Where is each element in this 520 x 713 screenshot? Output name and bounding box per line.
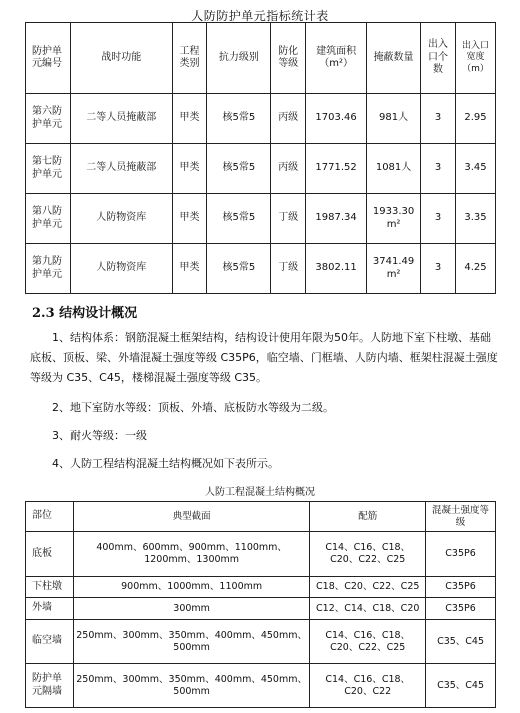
table-row [26,194,496,244]
table-cell: 丁级 [271,244,306,294]
table-cell: 3 [421,94,456,144]
table-cell: 核5常5 [207,94,271,144]
header-cell: 建筑面积（m²） [306,23,367,94]
paragraph-fire-rating: 3、耐火等级：一级 [52,429,147,442]
table-cell: 1703.46 [306,94,367,144]
table-cell: 400mm、600mm、900mm、1100mm、1200mm、1300mm [73,532,309,577]
table-cell: 核5常5 [207,194,271,244]
table-cell: 3.35 [455,194,495,244]
table-cell: 核5常5 [207,144,271,194]
table-cell: 3802.11 [306,244,367,294]
table-cell: 3 [421,194,456,244]
section-heading: 2.3 结构设计概况 [32,306,138,321]
table-cell: C35P6 [426,577,496,598]
paragraph-table-intro: 4、人防工程结构混凝土结构概况如下表所示。 [52,457,279,470]
table-cell: 981人 [367,94,421,144]
paragraph-waterproof: 2、地下室防水等级：顶板、外墙、底板防水等级为二级。 [52,401,334,414]
table-cell: C35P6 [426,532,496,577]
header-cell: 掩蔽数量 [367,23,421,94]
table-cell: 下柱墩 [26,577,74,598]
table-cell: 甲类 [172,194,207,244]
header-cell: 战时功能 [70,23,172,94]
paragraph-structure-system: 1、结构体系：钢筋混凝土框架结构，结构设计使用年限为50年。人防地下室下柱墩、基础底板、顶板、梁、外墙混凝土强度等级 C35P6，临空墙、门框墙、人防内墙、框架柱混凝土强度等级为 C35、C45，楼梯混凝土强度等级 C35。 [30,331,498,384]
table-cell: 丙级 [271,144,306,194]
table1-title: 人防防护单元指标统计表 [191,9,329,23]
table-cell: 二等人员掩蔽部 [70,94,172,144]
table-row [26,598,496,620]
header-cell: 典型截面 [73,502,309,532]
table-cell: 第七防护单元 [26,144,71,194]
table-row [26,664,496,708]
table-cell: 第六防护单元 [26,94,71,144]
table-cell: 二等人员掩蔽部 [70,144,172,194]
header-cell: 工程类别 [172,23,207,94]
table-row [26,532,496,577]
table-cell: 1933.30 m² [367,194,421,244]
table-cell: 250mm、300mm、350mm、400mm、450mm、500mm [73,620,309,664]
table-cell: 250mm、300mm、350mm、400mm、450mm、500mm [73,664,309,708]
table-cell: C18、C20、C22、C25 [310,577,426,598]
table-cell: C35、C45 [426,664,496,708]
table-cell: 3741.49 m² [367,244,421,294]
table-cell: 甲类 [172,94,207,144]
table-row [26,620,496,664]
table-row [26,144,496,194]
table-cell: 2.95 [455,94,495,144]
table-cell: 外墙 [26,598,74,620]
table2-title: 人防工程混凝土结构概况 [205,487,315,498]
table-cell: 1081人 [367,144,421,194]
table-cell: 底板 [26,532,74,577]
header-cell: 部位 [26,502,74,532]
table-cell: 1987.34 [306,194,367,244]
table-cell: 3 [421,244,456,294]
table-cell: 核5常5 [207,244,271,294]
protection-unit-table [25,22,496,294]
header-cell: 配筋 [310,502,426,532]
concrete-structure-table [25,501,496,708]
table-cell: 4.25 [455,244,495,294]
table-cell: 第八防护单元 [26,194,71,244]
table-cell: 3 [421,144,456,194]
table-cell: 丙级 [271,94,306,144]
table-cell: C14、C16、C18、C20、C22、C25 [310,532,426,577]
table-cell: 第九防护单元 [26,244,71,294]
table-cell: 临空墙 [26,620,74,664]
table2-header-row [26,502,496,532]
header-cell: 抗力级别 [207,23,271,94]
table-cell: 300mm [73,598,309,620]
header-cell: 混凝土强度等级 [426,502,496,532]
header-cell: 防护单元编号 [26,23,71,94]
table-cell: 甲类 [172,244,207,294]
header-cell: 出入口个数 [421,23,456,94]
table-cell: 900mm、1000mm、1100mm [73,577,309,598]
table-cell: 丁级 [271,194,306,244]
table-cell: 3.45 [455,144,495,194]
table-cell: C35P6 [426,598,496,620]
table1-header-row [26,23,496,94]
table-cell: 1771.52 [306,144,367,194]
table-cell: 人防物资库 [70,194,172,244]
table-cell: C14、C16、C18、C20、C22 [310,664,426,708]
table-cell: C35、C45 [426,620,496,664]
table-cell: 防护单元隔墙 [26,664,74,708]
table-row [26,244,496,294]
table-cell: C14、C16、C18、C20、C22、C25 [310,620,426,664]
table-row [26,577,496,598]
table-row [26,94,496,144]
table-cell: C12、C14、C18、C20 [310,598,426,620]
table-cell: 人防物资库 [70,244,172,294]
header-cell: 出入口宽度（m） [455,23,495,94]
header-cell: 防化等级 [271,23,306,94]
table-cell: 甲类 [172,144,207,194]
